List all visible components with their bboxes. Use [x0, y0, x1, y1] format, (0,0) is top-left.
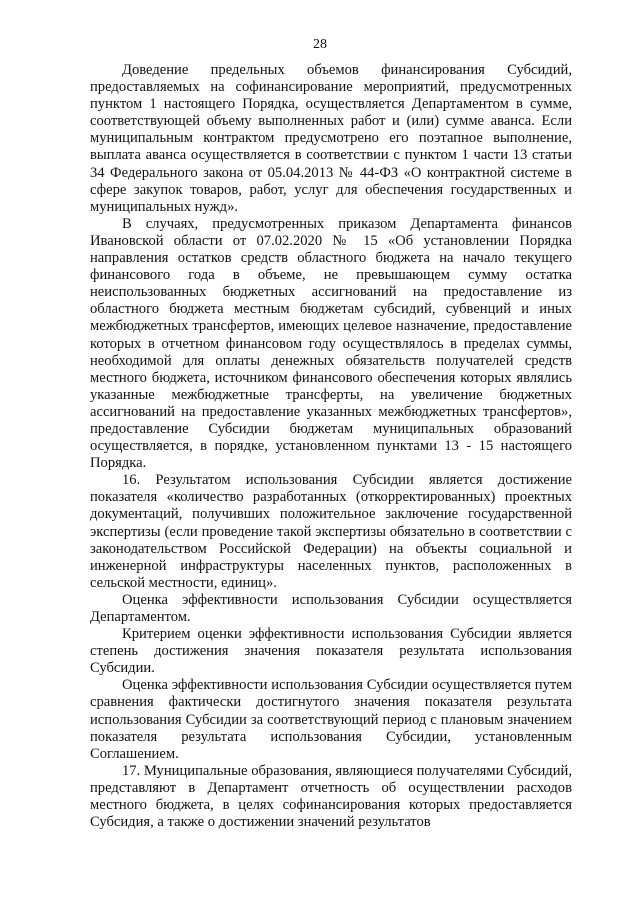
paragraph-efficiency-evaluation: Оценка эффективности использования Субсидии осуществляется Департаментом. — [90, 591, 572, 625]
paragraph-item-17-reporting: 17. Муниципальные образования, являющиеся получателями Субсидий, представляют в Департамент отчетность об осуществлении расходов местного бюджета, в целях софинансирования которых предоставляется Субсидия, а также о достижении значений результатов — [90, 762, 572, 831]
paragraph-funding-limits: Доведение предельных объемов финансирования Субсидий, предоставляемых на софинансирование мероприятий, предусмотренных пунктом 1 настоящего Порядка, осуществляется Департаментом в сумме, соответствующей объему выполненных работ и (или) сумме аванса. Если муниципальным контрактом предусмотрено его поэтапное выполнение, выплата аванса осуществляется в соответствии с пунктом 1 части 13 статьи 34 Федерального закона от 05.04.2013 № 44-ФЗ «О контрактной системе в сфере закупок товаров, работ, услуг для обеспечения государственных и муниципальных нужд». — [90, 62, 572, 215]
page-number: 28 — [313, 37, 327, 52]
paragraph-finance-order: В случаях, предусмотренных приказом Департамента финансов Ивановской области от 07.02.2020 № 15 «Об установлении Порядка направления остатков средств областного бюджета на начало текущего финансового года в объеме, не превышающем сумму остатка неиспользованных бюджетных ассигнований на предоставление из областного бюджета местным бюджетам субсидий, субвенций и иных межбюджетных трансфертов, имеющих целевое назначение, предоставление которых в отчетном финансовом году осуществлялось в пределах суммы, необходимой для оплаты денежных обязательств получателей средств местного бюджета, источником финансового обеспечения которых являлись указанные межбюджетные трансферты, на увеличение бюджетных ассигнований на предоставление указанных межбюджетных трансфертов», предоставление Субсидии бюджетам муниципальных образований осуществляется, в порядке, установленном пунктами 13 - 15 настоящего Порядка. — [90, 215, 572, 472]
paragraph-efficiency-criterion: Критерием оценки эффективности использования Субсидии является степень достижения значения показателя результата использования Субсидии. — [90, 626, 572, 677]
document-body — [90, 62, 572, 831]
paragraph-item-16-result: 16. Результатом использования Субсидии является достижение показателя «количество разработанных (откорректированных) проектных документаций, получивших положительное заключение государственной экспертизы (если проведение такой экспертизы обязательно в соответствии с законодательством Российской Федерации) на объекты социальной и инженерной инфраструктуры населенных пунктов, расположенных в сельской местности, единиц». — [90, 472, 572, 591]
paragraph-efficiency-method: Оценка эффективности использования Субсидии осуществляется путем сравнения фактически достигнутого значения показателя результата использования Субсидии за соответствующий период с плановым значением показателя результата использования Субсидии, установленным Соглашением. — [90, 677, 572, 762]
